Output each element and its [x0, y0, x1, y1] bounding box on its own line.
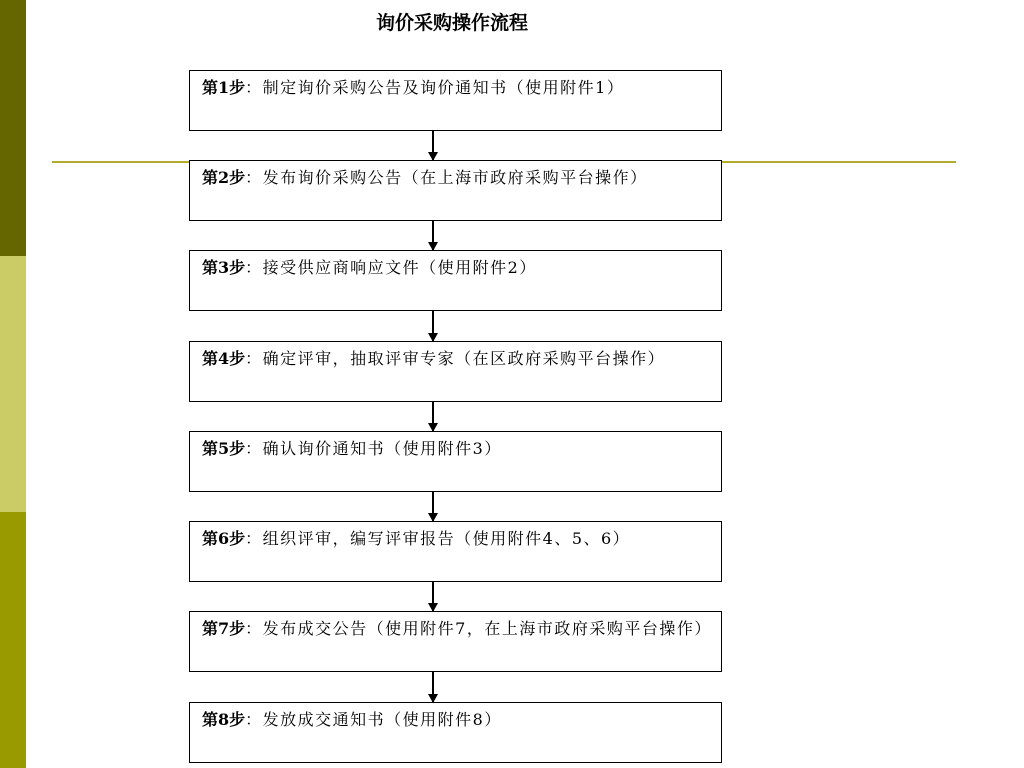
page-title: 询价采购操作流程 [375, 12, 528, 34]
arrow-3-4 [432, 311, 434, 341]
step-5-text: ：确认询价通知书（使用附件3） [245, 439, 502, 458]
step-3-label: 第3步 [202, 258, 246, 277]
arrow-2-3 [432, 221, 434, 250]
step-6-label: 第6步 [202, 529, 246, 548]
arrow-6-7 [432, 582, 434, 611]
step-1-text: ：制定询价采购公告及询价通知书（使用附件1） [245, 78, 625, 97]
step-4-label: 第4步 [202, 349, 246, 368]
step-7-label: 第7步 [202, 619, 246, 638]
left-bar-light [0, 256, 26, 512]
step-8-label: 第8步 [202, 710, 246, 729]
arrow-5-6 [432, 492, 434, 521]
step-4-box [189, 341, 722, 402]
step-2-label: 第2步 [202, 168, 246, 187]
divider-line-right [722, 161, 956, 163]
divider-line-left [52, 161, 190, 163]
step-6-box [189, 521, 722, 582]
step-5-box [189, 431, 722, 492]
step-7-box [189, 611, 722, 672]
step-3-box [189, 250, 722, 311]
step-6-text: ：组织评审，编写评审报告（使用附件4、5、6） [245, 529, 631, 548]
arrow-7-8 [432, 672, 434, 702]
arrow-4-5 [432, 402, 434, 431]
step-7-text: ：发布成交公告（使用附件7，在上海市政府采购平台操作） [245, 619, 712, 638]
step-5-label: 第5步 [202, 439, 246, 458]
step-1-label: 第1步 [202, 78, 246, 97]
step-4-text: ：确定评审，抽取评审专家（在区政府采购平台操作） [245, 349, 666, 368]
step-2-box [189, 160, 722, 221]
step-8-text: ：发放成交通知书（使用附件8） [245, 710, 502, 729]
step-8-box [189, 702, 722, 763]
step-3-text: ：接受供应商响应文件（使用附件2） [245, 258, 537, 277]
step-1-box [189, 70, 722, 131]
left-bar-dark [0, 0, 26, 256]
arrow-1-2 [432, 131, 434, 160]
left-bar-olive [0, 512, 26, 768]
step-2-text: ：发布询价采购公告（在上海市政府采购平台操作） [245, 168, 648, 187]
